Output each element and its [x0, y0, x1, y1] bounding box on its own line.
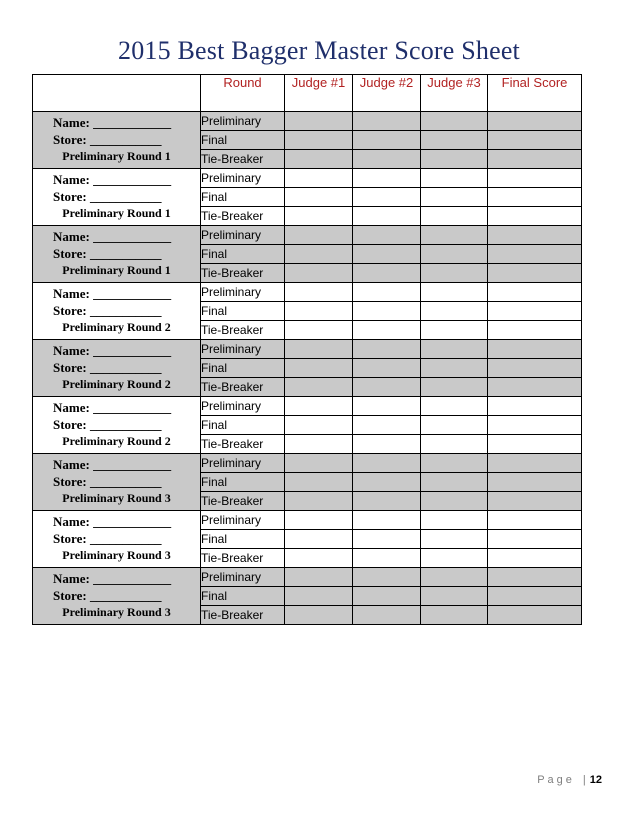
round-label: Final	[201, 416, 285, 435]
round-label: Tie-Breaker	[201, 207, 285, 226]
final-score-cell[interactable]	[488, 492, 582, 511]
judge-2-score-cell[interactable]	[353, 207, 421, 226]
judge-2-score-cell[interactable]	[353, 416, 421, 435]
judge-3-score-cell[interactable]	[421, 150, 488, 169]
final-score-cell[interactable]	[488, 169, 582, 188]
judge-1-score-cell[interactable]	[285, 131, 353, 150]
judge-3-score-cell[interactable]	[421, 454, 488, 473]
round-label: Preliminary	[201, 283, 285, 302]
judge-3-score-cell[interactable]	[421, 416, 488, 435]
judge-1-score-cell[interactable]	[285, 568, 353, 587]
judge-1-score-cell[interactable]	[285, 606, 353, 625]
store-field[interactable]: Store: ___________	[53, 246, 162, 261]
table-row	[33, 340, 582, 359]
round-label: Final	[201, 131, 285, 150]
round-label: Preliminary	[201, 226, 285, 245]
contestant-cell	[33, 169, 201, 226]
name-field[interactable]: Name: ____________	[53, 514, 172, 529]
page-number: 12	[589, 774, 602, 786]
table-row	[33, 112, 582, 131]
final-score-cell[interactable]	[488, 530, 582, 549]
store-field[interactable]: Store: ___________	[53, 531, 162, 546]
round-label: Final	[201, 473, 285, 492]
round-group-label: Preliminary Round 1	[62, 206, 171, 220]
round-label: Final	[201, 245, 285, 264]
table-row	[33, 397, 582, 416]
judge-3-score-cell[interactable]	[421, 321, 488, 340]
store-field[interactable]: Store: ___________	[53, 588, 162, 603]
contestant-cell	[33, 226, 201, 283]
final-score-cell[interactable]	[488, 511, 582, 530]
judge-3-score-cell[interactable]	[421, 587, 488, 606]
final-score-cell[interactable]	[488, 112, 582, 131]
final-score-cell[interactable]	[488, 131, 582, 150]
final-score-cell[interactable]	[488, 473, 582, 492]
round-label: Preliminary	[201, 511, 285, 530]
judge-1-score-cell[interactable]	[285, 530, 353, 549]
round-label: Preliminary	[201, 454, 285, 473]
final-score-cell[interactable]	[488, 397, 582, 416]
judge-3-score-cell[interactable]	[421, 435, 488, 454]
store-field[interactable]: Store: ___________	[53, 360, 162, 375]
judge-2-score-cell[interactable]	[353, 511, 421, 530]
judge-3-score-cell[interactable]	[421, 264, 488, 283]
name-field[interactable]: Name: ____________	[53, 286, 172, 301]
judge-1-score-cell[interactable]	[285, 264, 353, 283]
final-score-cell[interactable]	[488, 606, 582, 625]
judge-3-score-cell[interactable]	[421, 530, 488, 549]
judge-3-score-cell[interactable]	[421, 606, 488, 625]
header-judge-2: Judge #2	[353, 75, 421, 112]
final-score-cell[interactable]	[488, 245, 582, 264]
judge-2-score-cell[interactable]	[353, 188, 421, 207]
final-score-cell[interactable]	[488, 549, 582, 568]
judge-1-score-cell[interactable]	[285, 112, 353, 131]
judge-2-score-cell[interactable]	[353, 340, 421, 359]
judge-2-score-cell[interactable]	[353, 302, 421, 321]
final-score-cell[interactable]	[488, 587, 582, 606]
judge-3-score-cell[interactable]	[421, 473, 488, 492]
judge-1-score-cell[interactable]	[285, 188, 353, 207]
judge-2-score-cell[interactable]	[353, 264, 421, 283]
name-field[interactable]: Name: ____________	[53, 343, 172, 358]
final-score-cell[interactable]	[488, 568, 582, 587]
name-field[interactable]: Name: ____________	[53, 457, 172, 472]
judge-2-score-cell[interactable]	[353, 530, 421, 549]
round-label: Tie-Breaker	[201, 549, 285, 568]
judge-2-score-cell[interactable]	[353, 435, 421, 454]
judge-1-score-cell[interactable]	[285, 454, 353, 473]
round-group-label: Preliminary Round 2	[62, 377, 171, 391]
table-row	[33, 169, 582, 188]
contestant-cell	[33, 454, 201, 511]
judge-1-score-cell[interactable]	[285, 587, 353, 606]
judge-1-score-cell[interactable]	[285, 302, 353, 321]
judge-3-score-cell[interactable]	[421, 302, 488, 321]
name-field[interactable]: Name: ____________	[53, 172, 172, 187]
table-row	[33, 568, 582, 587]
round-label: Preliminary	[201, 397, 285, 416]
judge-2-score-cell[interactable]	[353, 131, 421, 150]
contestant-cell	[33, 340, 201, 397]
judge-1-score-cell[interactable]	[285, 321, 353, 340]
name-field[interactable]: Name: ____________	[53, 571, 172, 586]
round-group-label: Preliminary Round 2	[62, 434, 171, 448]
judge-1-score-cell[interactable]	[285, 435, 353, 454]
round-group-label: Preliminary Round 2	[62, 320, 171, 334]
judge-3-score-cell[interactable]	[421, 397, 488, 416]
judge-2-score-cell[interactable]	[353, 587, 421, 606]
table-body	[33, 112, 582, 625]
store-field[interactable]: Store: ___________	[53, 474, 162, 489]
judge-2-score-cell[interactable]	[353, 150, 421, 169]
round-label: Tie-Breaker	[201, 150, 285, 169]
judge-3-score-cell[interactable]	[421, 568, 488, 587]
judge-3-score-cell[interactable]	[421, 226, 488, 245]
round-group-label: Preliminary Round 3	[62, 605, 171, 619]
judge-3-score-cell[interactable]	[421, 169, 488, 188]
round-label: Preliminary	[201, 169, 285, 188]
final-score-cell[interactable]	[488, 302, 582, 321]
round-label: Tie-Breaker	[201, 378, 285, 397]
round-label: Tie-Breaker	[201, 435, 285, 454]
judge-2-score-cell[interactable]	[353, 245, 421, 264]
final-score-cell[interactable]	[488, 454, 582, 473]
judge-2-score-cell[interactable]	[353, 112, 421, 131]
final-score-cell[interactable]	[488, 264, 582, 283]
judge-3-score-cell[interactable]	[421, 359, 488, 378]
judge-2-score-cell[interactable]	[353, 321, 421, 340]
final-score-cell[interactable]	[488, 150, 582, 169]
store-field[interactable]: Store: ___________	[53, 303, 162, 318]
judge-3-score-cell[interactable]	[421, 378, 488, 397]
footer-separator: |	[582, 774, 586, 786]
round-label: Final	[201, 530, 285, 549]
judge-1-score-cell[interactable]	[285, 492, 353, 511]
judge-1-score-cell[interactable]	[285, 207, 353, 226]
judge-3-score-cell[interactable]	[421, 492, 488, 511]
final-score-cell[interactable]	[488, 340, 582, 359]
contestant-cell	[33, 397, 201, 454]
judge-3-score-cell[interactable]	[421, 131, 488, 150]
round-label: Preliminary	[201, 340, 285, 359]
judge-2-score-cell[interactable]	[353, 378, 421, 397]
store-field[interactable]: Store: ___________	[53, 132, 162, 147]
judge-2-score-cell[interactable]	[353, 606, 421, 625]
final-score-cell[interactable]	[488, 283, 582, 302]
judge-1-score-cell[interactable]	[285, 359, 353, 378]
name-field[interactable]: Name: ____________	[53, 115, 172, 130]
header-round: Round	[201, 75, 285, 112]
judge-2-score-cell[interactable]	[353, 397, 421, 416]
judge-1-score-cell[interactable]	[285, 397, 353, 416]
final-score-cell[interactable]	[488, 207, 582, 226]
final-score-cell[interactable]	[488, 378, 582, 397]
round-label: Tie-Breaker	[201, 606, 285, 625]
page-label: Page	[537, 774, 575, 786]
round-label: Tie-Breaker	[201, 492, 285, 511]
round-label: Tie-Breaker	[201, 321, 285, 340]
judge-2-score-cell[interactable]	[353, 359, 421, 378]
contestant-cell	[33, 568, 201, 625]
judge-3-score-cell[interactable]	[421, 207, 488, 226]
judge-3-score-cell[interactable]	[421, 188, 488, 207]
judge-2-score-cell[interactable]	[353, 454, 421, 473]
round-group-label: Preliminary Round 3	[62, 548, 171, 562]
round-label: Final	[201, 302, 285, 321]
judge-2-score-cell[interactable]	[353, 226, 421, 245]
round-label: Tie-Breaker	[201, 264, 285, 283]
judge-2-score-cell[interactable]	[353, 568, 421, 587]
table-row	[33, 511, 582, 530]
final-score-cell[interactable]	[488, 321, 582, 340]
final-score-cell[interactable]	[488, 435, 582, 454]
judge-1-score-cell[interactable]	[285, 511, 353, 530]
judge-1-score-cell[interactable]	[285, 245, 353, 264]
table-header-row	[33, 75, 582, 112]
round-group-label: Preliminary Round 3	[62, 491, 171, 505]
final-score-cell[interactable]	[488, 226, 582, 245]
name-field[interactable]: Name: ____________	[53, 229, 172, 244]
page-title: 2015 Best Bagger Master Score Sheet	[118, 36, 520, 65]
contestant-cell	[33, 283, 201, 340]
table-row	[33, 283, 582, 302]
judge-1-score-cell[interactable]	[285, 283, 353, 302]
score-table	[32, 74, 582, 625]
page-footer	[537, 774, 602, 786]
judge-3-score-cell[interactable]	[421, 511, 488, 530]
judge-1-score-cell[interactable]	[285, 549, 353, 568]
final-score-cell[interactable]	[488, 359, 582, 378]
judge-2-score-cell[interactable]	[353, 169, 421, 188]
round-label: Preliminary	[201, 112, 285, 131]
table-row	[33, 226, 582, 245]
judge-2-score-cell[interactable]	[353, 473, 421, 492]
contestant-cell	[33, 511, 201, 568]
judge-2-score-cell[interactable]	[353, 492, 421, 511]
contestant-cell	[33, 112, 201, 169]
judge-3-score-cell[interactable]	[421, 549, 488, 568]
judge-1-score-cell[interactable]	[285, 150, 353, 169]
round-label: Final	[201, 359, 285, 378]
round-group-label: Preliminary Round 1	[62, 263, 171, 277]
store-field[interactable]: Store: ___________	[53, 417, 162, 432]
round-group-label: Preliminary Round 1	[62, 149, 171, 163]
judge-2-score-cell[interactable]	[353, 283, 421, 302]
name-field[interactable]: Name: ____________	[53, 400, 172, 415]
judge-3-score-cell[interactable]	[421, 245, 488, 264]
judge-1-score-cell[interactable]	[285, 340, 353, 359]
judge-1-score-cell[interactable]	[285, 416, 353, 435]
judge-3-score-cell[interactable]	[421, 340, 488, 359]
header-judge-3: Judge #3	[421, 75, 488, 112]
header-final-score: Final Score	[488, 75, 582, 112]
judge-1-score-cell[interactable]	[285, 226, 353, 245]
judge-3-score-cell[interactable]	[421, 283, 488, 302]
round-label: Preliminary	[201, 568, 285, 587]
judge-1-score-cell[interactable]	[285, 169, 353, 188]
header-judge-1: Judge #1	[285, 75, 353, 112]
judge-1-score-cell[interactable]	[285, 378, 353, 397]
round-label: Final	[201, 188, 285, 207]
round-label: Final	[201, 587, 285, 606]
table-row	[33, 454, 582, 473]
judge-3-score-cell[interactable]	[421, 112, 488, 131]
judge-2-score-cell[interactable]	[353, 549, 421, 568]
final-score-cell[interactable]	[488, 188, 582, 207]
header-blank-cell	[33, 75, 201, 112]
judge-1-score-cell[interactable]	[285, 473, 353, 492]
store-field[interactable]: Store: ___________	[53, 189, 162, 204]
final-score-cell[interactable]	[488, 416, 582, 435]
